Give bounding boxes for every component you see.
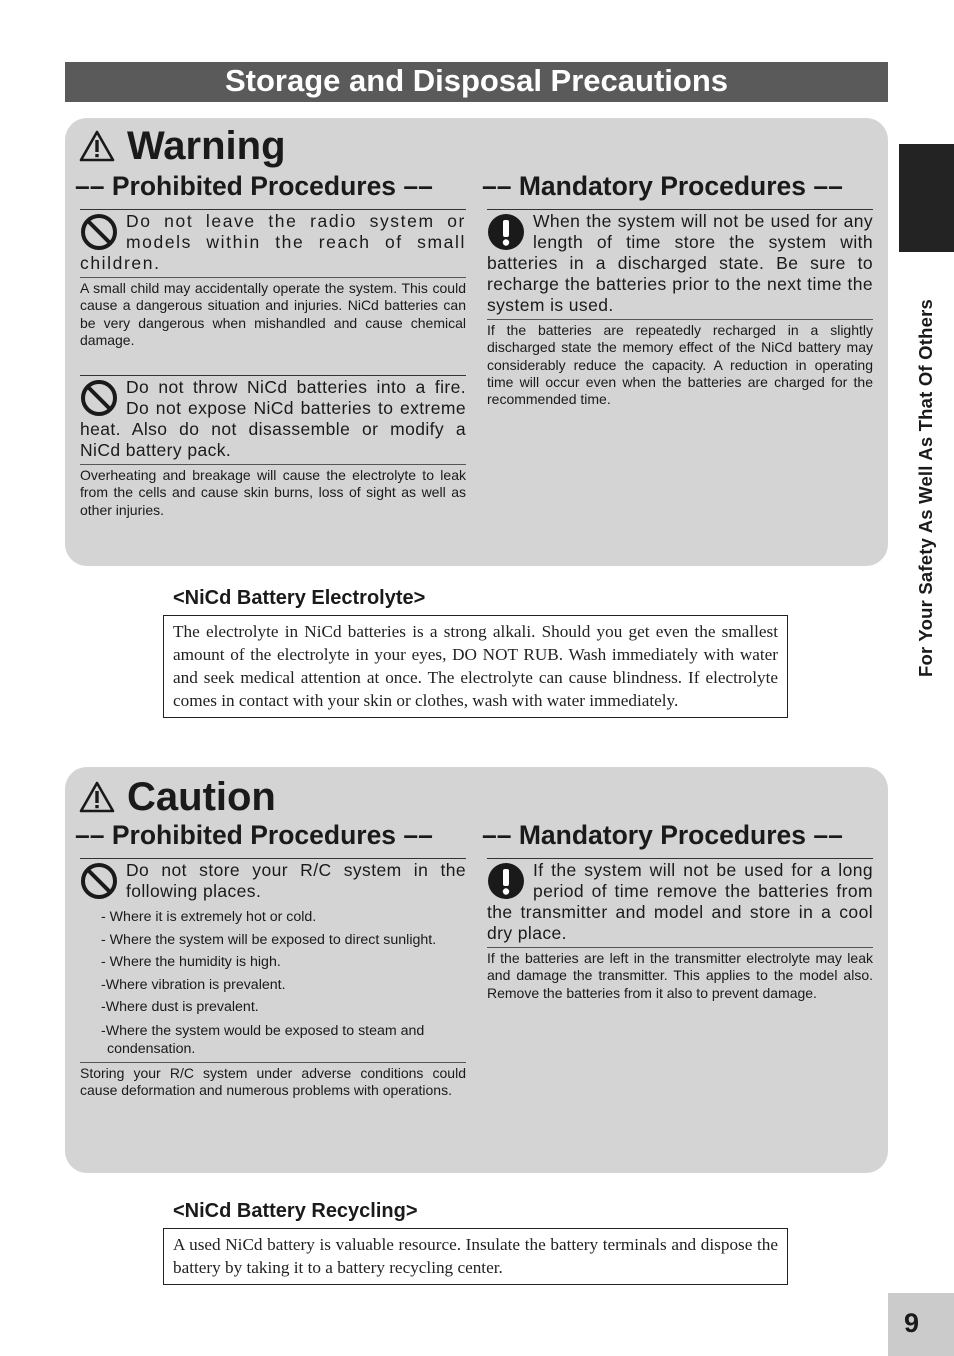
caution-mandatory-heading: –– Mandatory Procedures –– [482, 820, 843, 850]
caution-heading [79, 775, 276, 819]
warning-mandatory-item [487, 210, 873, 408]
prohibited-icon [80, 862, 118, 900]
caution-prohibited-heading: –– Prohibited Procedures –– [75, 820, 433, 850]
recycling-box: A used NiCd battery is valuable resource. Insulate the battery terminals and dispose the battery by taking it to a battery recycling center. [163, 1228, 788, 1285]
list-item: - Where the humidity is high. [101, 954, 281, 971]
caution-heading-text: Caution [127, 775, 276, 819]
warning-mandatory-heading: –– Mandatory Procedures –– [482, 171, 843, 201]
warning-prohibited-column [75, 170, 466, 519]
warning-triangle-icon [79, 130, 115, 162]
list-item: -Where vibration is prevalent. [101, 976, 286, 993]
list-item: - Where it is extremely hot or cold. [101, 909, 317, 925]
warning-prohibited-heading: –– Prohibited Procedures –– [75, 171, 433, 201]
warning-mandatory-column [482, 170, 873, 408]
warning-prohibited-item [80, 376, 466, 519]
mandatory-text: If the system will not be used for a long period of time remove the batteries from the transmitter and model and store in a cool dry place. [487, 860, 873, 943]
prohibited-note: Storing your R/C system under adverse conditions could cause deformation and numerous problems with operations. [80, 1062, 466, 1100]
caution-prohibited-column [75, 819, 466, 1100]
side-tab-block [899, 144, 954, 252]
warning-heading-text: Warning [127, 124, 286, 168]
caution-prohibited-item [80, 859, 466, 1100]
prohibited-text: Do not throw NiCd batteries into a fire. Do not expose NiCd batteries to extreme heat. Also do not disassemble or modify a NiCd battery pack. [80, 377, 466, 461]
mandatory-note: If the batteries are left in the transmitter electrolyte may leak and damage the transmitter. This applies to the model also. Remove the batteries from it also to prevent damage. [487, 947, 873, 1002]
electrolyte-heading: <NiCd Battery Electrolyte> [173, 587, 426, 609]
caution-panel [65, 767, 888, 1173]
electrolyte-box: The electrolyte in NiCd batteries is a strong alkali. Should you get even the smallest amount of the electrolyte in your eyes, DO NOT RUB. Wash immediately with water and seek medical attention at once. The electrolyte can cause blindness. If electrolyte comes in contact with your skin or clothes, wash with water immediately. [163, 615, 788, 718]
mandatory-note: If the batteries are repeatedly recharged in a slightly discharged state the memory effect of the NiCd battery may considerably reduce the capacity. A reduction in operating time will occur even when the batteries are charged for the recommended time. [487, 319, 873, 408]
caution-mandatory-column [482, 819, 873, 1002]
recycling-heading: <NiCd Battery Recycling> [173, 1200, 418, 1222]
warning-triangle-icon [79, 781, 115, 813]
page-title: Storage and Disposal Precautions [65, 62, 888, 102]
list-item: - Where the system will be exposed to direct sunlight. [101, 931, 437, 948]
exclamation-icon [487, 862, 525, 900]
list-item: -Where dust is prevalent. [101, 999, 259, 1016]
list-item: -Where the system would be exposed to steam and condensation. [101, 1022, 425, 1057]
mandatory-text: When the system will not be used for any length of time store the system with batteries in a discharged state. Be sure to recharge the batteries prior to the next time the system is used. [487, 211, 873, 315]
prohibited-text: Do not leave the radio system or models within the reach of small children. [80, 211, 466, 273]
prohibited-text: Do not store your R/C system in the following places. [126, 860, 466, 901]
warning-panel [65, 118, 888, 566]
page-number: 9 [888, 1293, 954, 1356]
warning-heading [79, 124, 286, 168]
prohibited-note: Overheating and breakage will cause the electrolyte to leak from the cells and cause skin burns, loss of sight as well as other injuries. [80, 464, 466, 519]
prohibited-icon [80, 213, 118, 251]
prohibited-icon [80, 379, 118, 417]
caution-mandatory-item [487, 859, 873, 1002]
storage-places-list [80, 906, 466, 1058]
warning-prohibited-item [80, 210, 466, 349]
side-tab-text: For Your Safety As Well As That Of Others [915, 299, 936, 677]
exclamation-icon [487, 213, 525, 251]
prohibited-note: A small child may accidentally operate the system. This could cause a dangerous situation and injuries. NiCd batteries can be very dangerous when mishandled and cause chemical damage. [80, 277, 466, 349]
